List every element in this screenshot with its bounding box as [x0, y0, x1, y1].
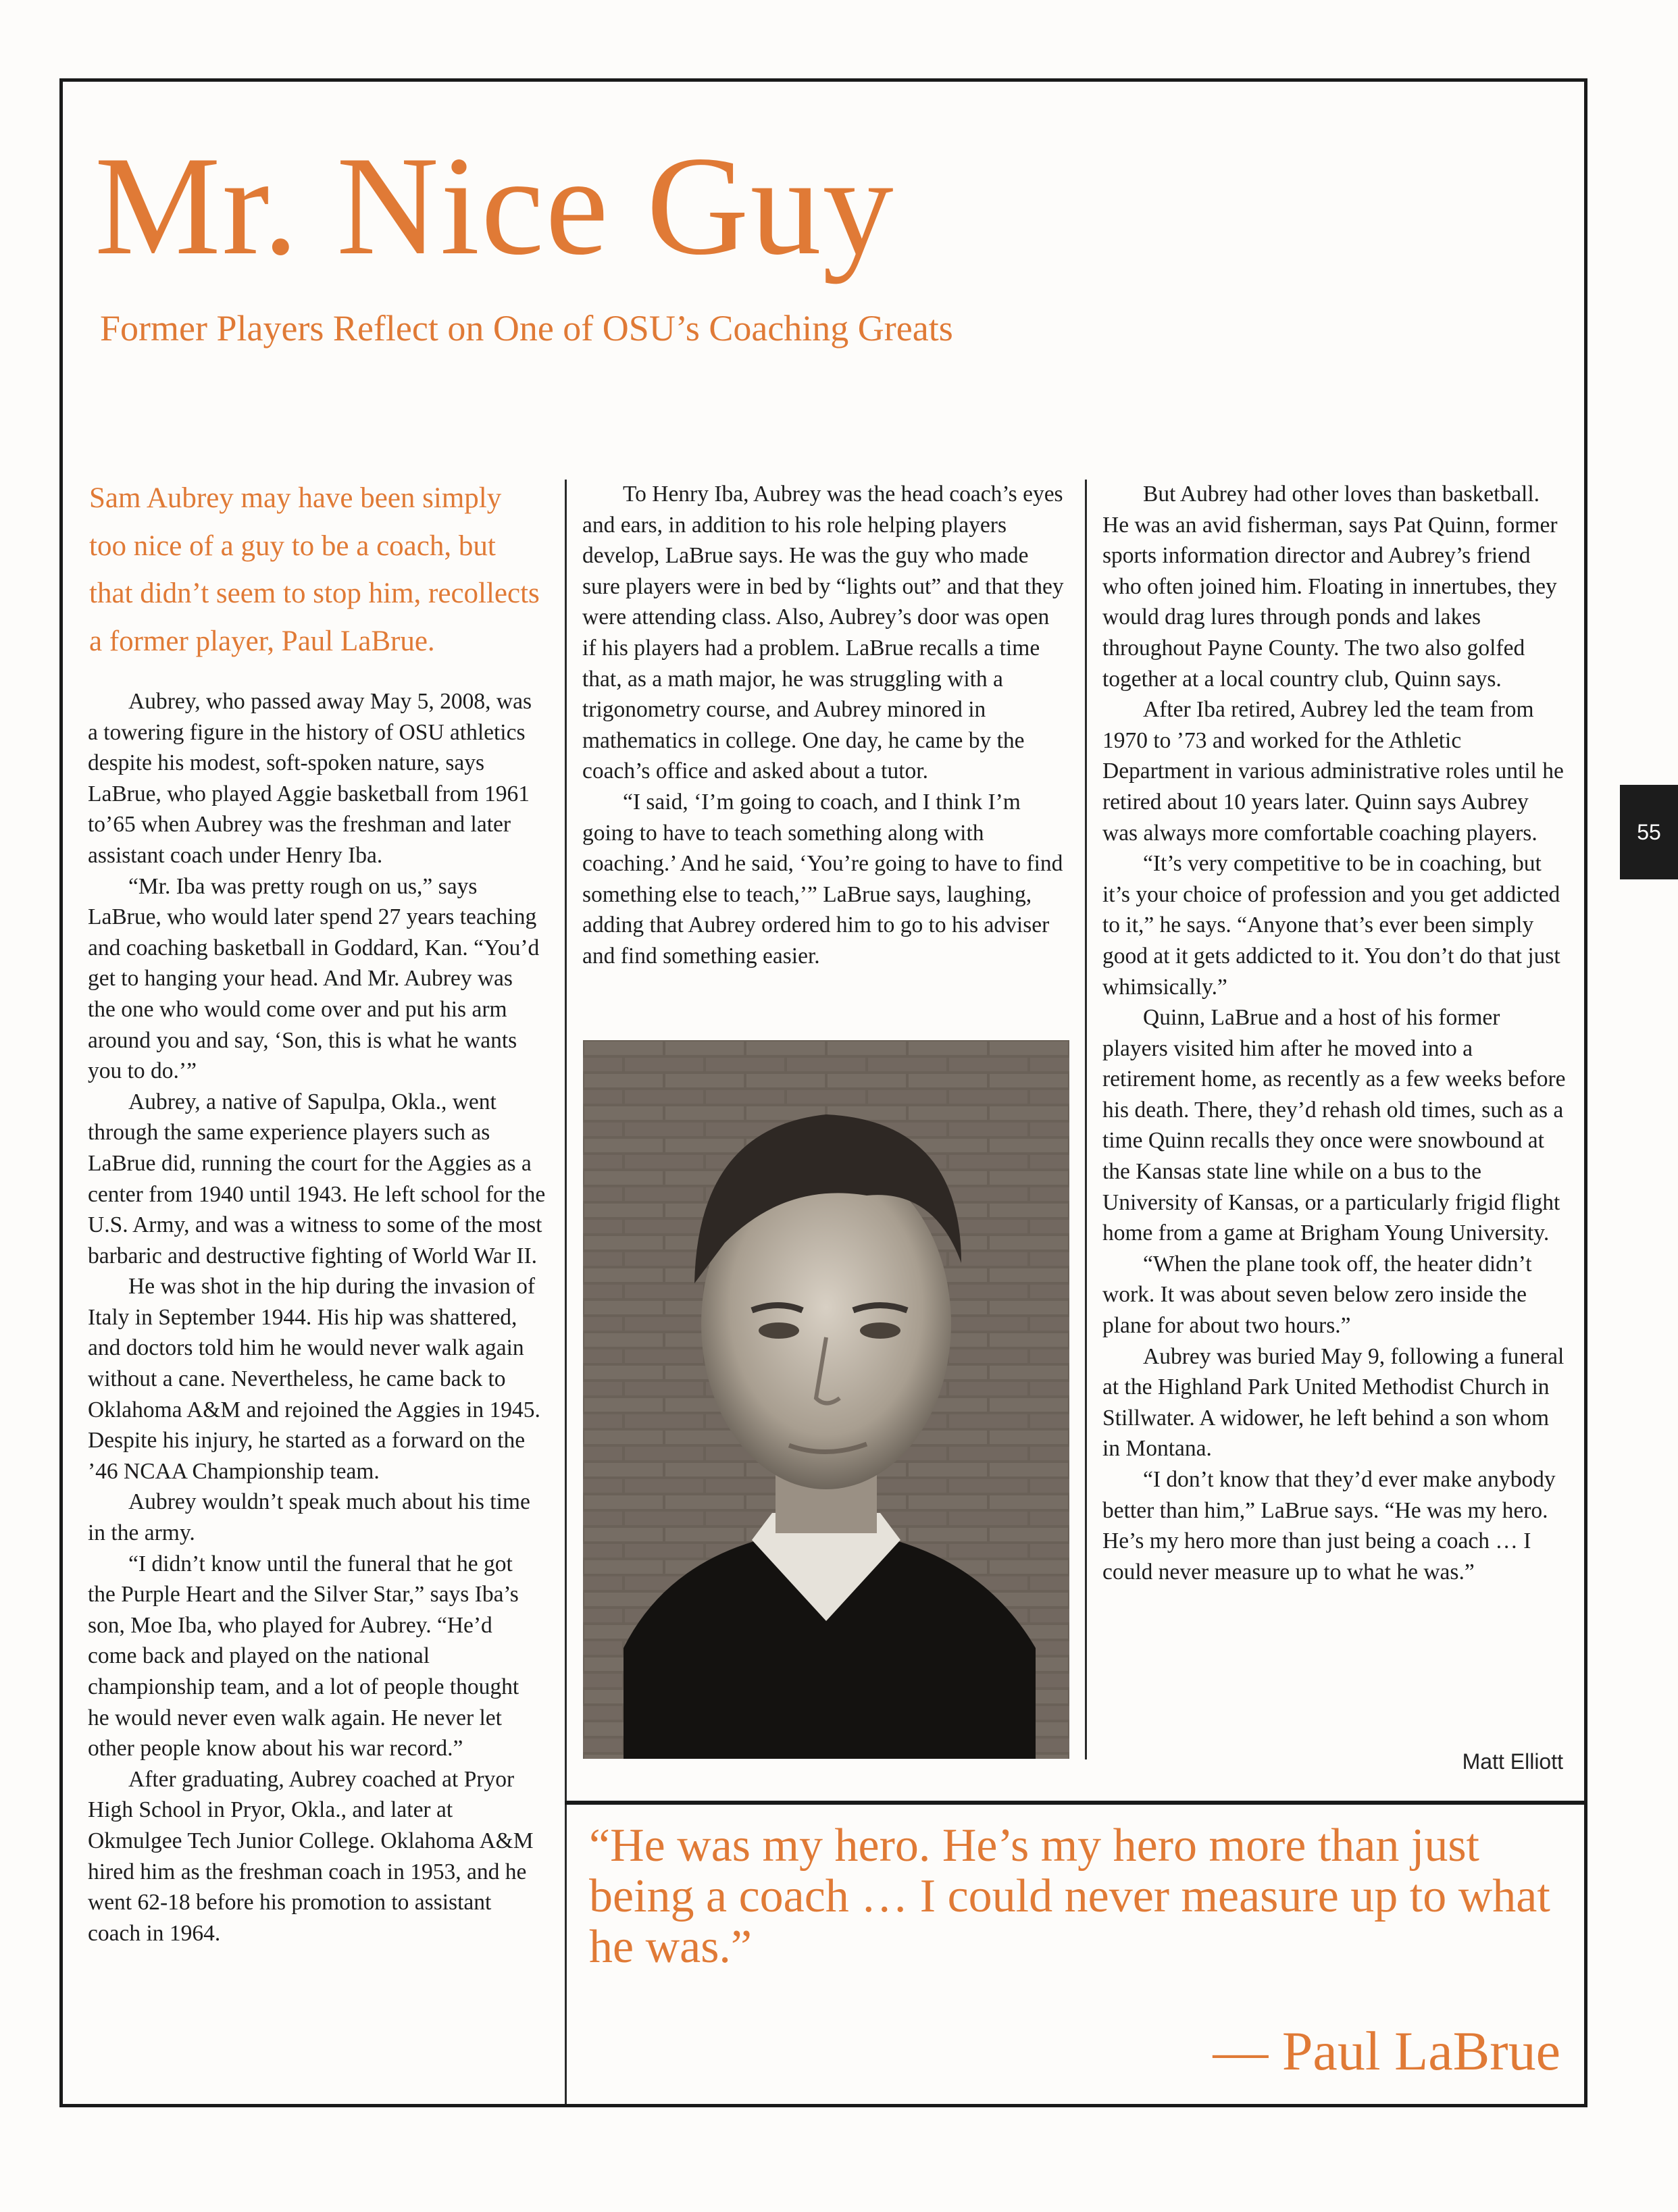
body-paragraph: To Henry Iba, Aubrey was the head coach’s eyes and ears, in addition to his role helping players develop, LaBrue says. He was the guy who made sure players were in bed by “lights out” and that they were attending class. Also, Aubrey’s door was open if his players had a problem. LaBrue recalls a time that, as a math major, he was struggling with a trigonometry course, and Aubrey minored in mathematics in college. One day, he came by the coach’s office and asked about a tutor. — [582, 482, 1064, 784]
body-paragraph: “I didn’t know until the funeral that he got the Purple Heart and the Silver Star,” says Iba’s son, Moe Iba, who played for Aubrey. “He’d come back and played on the national championship team, and a lot of people thought he would never even walk again. He never let other people know about his war record.” — [88, 1551, 519, 1761]
pull-quote-attribution: — Paul LaBrue — [1213, 2020, 1560, 2082]
body-paragraph: Aubrey was buried May 9, following a funeral at the Highland Park United Methodist Church in Stillwater. A widower, he left behind a son whom in Montana. — [1102, 1343, 1565, 1462]
body-paragraph: “Mr. Iba was pretty rough on us,” says LaBrue, who would later spend 27 years teaching and coaching basketball in Goddard, Kan. “You’d get to hanging your head. And Mr. Aubrey was the one who would come over and put his arm around you and say, ‘Son, this is what he wants you to do.’” — [88, 873, 540, 1084]
body-paragraph: “It’s very competitive to be in coaching, but it’s your choice of profession and you get addicted to it,” he says. “Anyone that’s ever been simply good at it gets addicted to it. You don’t do that just whimsically.” — [1102, 851, 1560, 1000]
article-subtitle: Former Players Reflect on One of OSU’s Coaching Greats — [100, 308, 953, 349]
portrait-photo — [583, 1040, 1069, 1759]
page-number: 55 — [1637, 819, 1661, 844]
body-paragraph: Aubrey, who passed away May 5, 2008, was a towering figure in the history of OSU athletics despite his modest, soft-spoken nature, says LaBrue, who played Aggie basketball from 1961 to’65 when Aubrey was the freshman and later assistant coach under Henry Iba. — [88, 689, 532, 868]
body-paragraph: “I said, ‘I’m going to coach, and I think I’m going to have to teach something along with coaching.’ And he said, ‘You’re going to have to find something else to teach,’” LaBrue says, laughing, adding that Aubrey ordered him to go to his adviser and find something easier. — [582, 789, 1063, 969]
lead-paragraph: Sam Aubrey may have been simply too nice of a guy to be a coach, but that didn’t seem to stop him, recollects a former player, Paul LaBrue. — [89, 482, 540, 657]
column-divider — [1085, 480, 1087, 1759]
body-paragraph: Quinn, LaBrue and a host of his former players visited him after he moved into a retirement home, as recently as a few weeks before his death. There, they’d rehash old times, such as a time Quinn recalls they once were snowbound at the Kansas state line while on a bus to the University of Kansas, or a particularly frigid flight home from a game at Brigham Young University. — [1102, 1005, 1566, 1246]
body-paragraph: Aubrey, a native of Sapulpa, Okla., went through the same experience players such as LaBrue did, running the court for the Aggies as a center from 1940 until 1943. He left school for the U.S. Army, and was a witness to some of the most barbaric and destructive fighting of World War II. — [88, 1089, 546, 1268]
body-paragraph: Aubrey wouldn’t speak much about his time in the army. — [88, 1489, 530, 1546]
body-paragraph: He was shot in the hip during the invasion of Italy in September 1944. His hip was shattered, and doctors told him he would never walk again without a cane. Nevertheless, he came back to Oklahoma A&M and rejoined the Aggies in 1945. Despite his injury, he started as a forward on the ’46 NCAA Championship team. — [88, 1274, 540, 1484]
column-divider — [565, 480, 567, 2104]
pull-quote-text: “He was my hero. He’s my hero more than just being a coach … I could never measure up to what he was.” — [589, 1820, 1550, 1973]
body-paragraph: But Aubrey had other loves than basketball. He was an avid fisherman, says Pat Quinn, former sports information director and Aubrey’s friend who often joined him. Floating in innertubes, they would drag lures through ponds and lakes throughout Payne County. The two also golfed together at a local country club, Quinn says. — [1102, 482, 1558, 692]
author-byline: Matt Elliott — [1462, 1749, 1563, 1774]
body-column-3 — [1102, 479, 1566, 1587]
body-column-2 — [582, 479, 1067, 972]
article-title: Mr. Nice Guy — [95, 128, 895, 284]
body-paragraph: “When the plane took off, the heater didn’t work. It was about seven below zero inside the plane for about two hours.” — [1102, 1251, 1532, 1339]
body-paragraph: “I don’t know that they’d ever make anybody better than him,” LaBrue says. “He was my hero. He’s my hero more than just being a coach … I could never measure up to what he was.” — [1102, 1467, 1556, 1585]
body-column-1 — [88, 686, 546, 1949]
body-paragraph: After Iba retired, Aubrey led the team from 1970 to ’73 and worked for the Athletic Department in various administrative roles until he retired about 10 years later. Quinn says Aubrey was always more comfortable coaching players. — [1102, 697, 1564, 846]
body-paragraph: After graduating, Aubrey coached at Pryor High School in Pryor, Okla., and later at Okmulgee Tech Junior College. Oklahoma A&M hired him as the freshman coach in 1953, and he went 62-18 before his promotion to assistant coach in 1964. — [88, 1766, 534, 1946]
pull-quote-rule — [565, 1801, 1587, 1805]
portrait-illustration — [583, 1040, 1069, 1759]
page-number-tab — [1620, 785, 1678, 879]
